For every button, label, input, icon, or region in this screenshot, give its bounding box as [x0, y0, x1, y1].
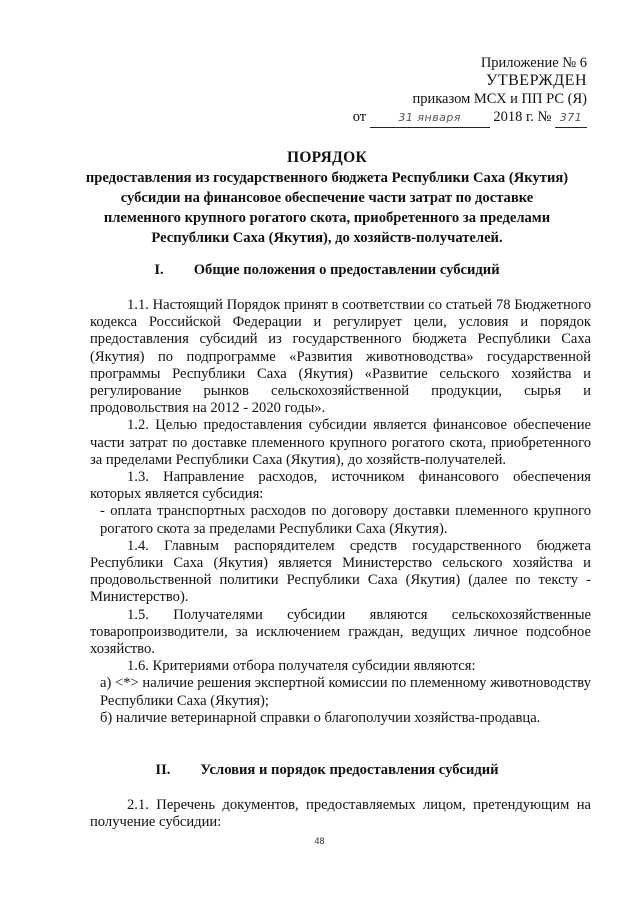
- section-1-number: I.: [154, 262, 164, 278]
- criterion-b: б) наличие ветеринарной справки о благополучии хозяйства-продавца.: [100, 709, 541, 726]
- section-2-title: Условия и порядок предоставления субсидий: [200, 762, 499, 778]
- criterion-a: а) <*> наличие решения экспертной комиссии по племенному животноводству Республики Саха (Якутия);: [100, 675, 591, 709]
- section-1-heading: [60, 262, 594, 279]
- section-1-title: Общие положения о предоставлении субсидий: [193, 262, 500, 278]
- section-2-heading: [60, 762, 594, 779]
- approval-stamp-block: [353, 54, 587, 128]
- paragraph-1-3: 1.3. Направление расходов, источником финансового обеспечения которых является субсидия:: [90, 469, 591, 503]
- title-line-3: племенного крупного рогатого скота, приобретенного за пределами: [103, 210, 551, 226]
- page-number: 48: [314, 836, 325, 846]
- paragraph-1-1: 1.1. Настоящий Порядок принят в соответствии со статьей 78 Бюджетного кодекса Российской Федерации и регулирует цели, условия и порядок предоставления субсидий из государственного бюджета Республики Саха (Якутия) по подпрограмме «Развития животноводства» государственной программы Республики Саха (Якутия) «Развитие сельского хозяйства и регулирование рынков сельскохозяйственной продукции, сырья и продовольствия на 2012 - 2020 годы».: [90, 297, 591, 417]
- approved-label: УТВЕРЖДЕН: [486, 72, 587, 89]
- handwritten-date: 31 января: [370, 109, 490, 128]
- section-2-number: II.: [155, 762, 171, 778]
- order-label: приказом МСХ и ПП РС (Я): [412, 91, 587, 107]
- document-title: ПОРЯДОК: [286, 149, 368, 166]
- from-prefix: от: [352, 109, 367, 125]
- section-1-body: [90, 297, 591, 727]
- paragraph-1-4: 1.4. Главным распорядителем средств государственного бюджета Республики Саха (Якутия) является Министерство сельского хозяйства и продовольственной политики Республики Саха (Якутия) (далее по тексту - Министерство).: [90, 537, 591, 606]
- section-2-body: [90, 797, 591, 831]
- paragraph-1-5: 1.5. Получателями субсидии являются сельскохозяйственные товаропроизводители, за исключением граждан, ведущих личное подсобное хозяйство.: [90, 606, 591, 658]
- title-line-1: предоставления из государственного бюджета Республики Саха (Якутия): [85, 170, 569, 186]
- title-line-4: Республики Саха (Якутия), до хозяйств-получателей.: [151, 230, 503, 246]
- order-date-line: [353, 108, 587, 128]
- paragraph-2-1: 2.1. Перечень документов, предоставляемых лицом, претендующим на получение субсидии:: [90, 797, 591, 831]
- title-line-2: субсидии на финансовое обеспечение части затрат по доставке: [120, 190, 534, 206]
- paragraph-1-3-item: - оплата транспортных расходов по договору доставки племенного крупного рогатого скота за пределами Республики Саха (Якутия).: [100, 503, 591, 537]
- appendix-label: Приложение № 6: [480, 55, 587, 71]
- paragraph-1-6: 1.6. Критериями отбора получателя субсидии являются:: [127, 658, 476, 675]
- paragraph-1-2: 1.2. Целью предоставления субсидии является финансовое обеспечение части затрат по доставке племенного крупного рогатого скота, приобретенного за пределами Республики Саха (Якутия), до хозяйств-получателей.: [90, 417, 591, 468]
- handwritten-number: 371: [555, 109, 587, 128]
- year-number-text: 2018 г. №: [493, 109, 552, 125]
- document-title-block: [60, 148, 594, 248]
